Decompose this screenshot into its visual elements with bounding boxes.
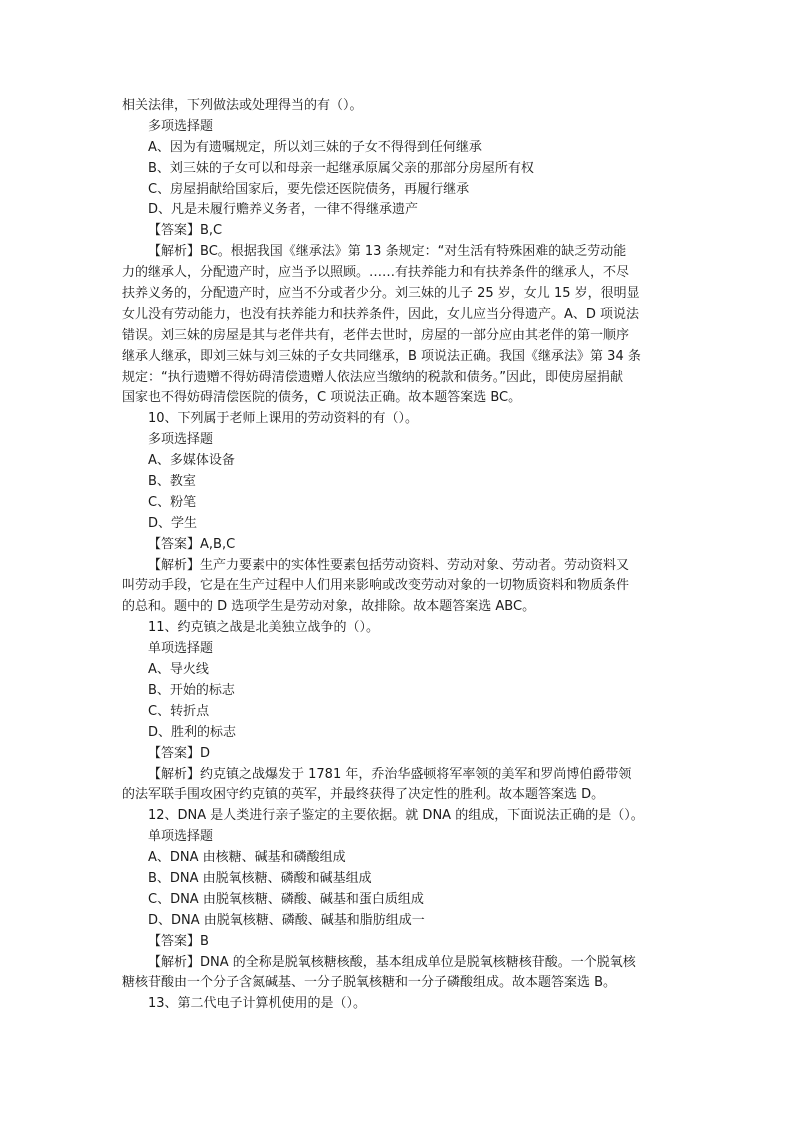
q9-analysis-line: 力的继承人，分配遗产时，应当予以照顾。……有扶养能力和有扶养条件的继承人，不尽	[122, 265, 630, 281]
q12-option-d: D、DNA 由脱氧核糖、磷酸、碱基和脂肪组成一	[148, 912, 425, 928]
q10-option-b: B、教室	[148, 474, 196, 490]
q9-option-b: B、刘三妹的子女可以和母亲一起继承原属父亲的那部分房屋所有权	[148, 160, 534, 176]
q11-type: 单项选择题	[148, 641, 214, 657]
q12-stem: 12、DNA 是人类进行亲子鉴定的主要依据。就 DNA 的组成，下面说法正确的是（）。	[148, 808, 644, 824]
q11-stem: 11、约克镇之战是北美独立战争的（）。	[148, 620, 380, 636]
q9-stem-tail: 相关法律，下列做法或处理得当的有（）。	[122, 98, 363, 113]
q12-option-c: C、DNA 由脱氧核糖、磷酸、碱基和蛋白质组成	[148, 891, 424, 907]
q11-analysis-line: 的法军联手围攻困守约克镇的英军，并最终获得了决定性的胜利。故本题答案选 D。	[122, 787, 605, 803]
q12-option-a: A、DNA 由核糖、碱基和磷酸组成	[148, 850, 346, 866]
q9-analysis-line: 女儿没有劳动能力，也没有扶养能力和扶养条件，因此，女儿应当分得遗产。A、D 项说法	[122, 306, 640, 322]
q11-option-c: C、转折点	[148, 703, 210, 719]
q10-analysis-line: 的总和。题中的 D 选项学生是劳动对象，故排除。故本题答案选 ABC。	[122, 599, 536, 615]
q9-answer: 【答案】B,C	[148, 223, 223, 239]
q10-option-d: D、学生	[148, 515, 198, 531]
q9-analysis-line: 国家也不得妨碍清偿医院的债务，C 项说法正确。故本题答案选 BC。	[122, 390, 522, 406]
q12-type: 单项选择题	[148, 829, 214, 845]
q10-analysis-line: 【解析】生产力要素中的实体性要素包括劳动资料、劳动对象、劳动者。劳动资料又	[148, 557, 630, 573]
q11-answer: 【答案】D	[148, 745, 211, 761]
q12-answer: 【答案】B	[148, 933, 209, 949]
q9-analysis-line: 错误。刘三妹的房屋是其与老伴共有，老伴去世时，房屋的一部分应由其老伴的第一顺序	[122, 327, 630, 343]
q9-type: 多项选择题	[148, 118, 214, 134]
q11-option-a: A、导火线	[148, 662, 209, 678]
q9-analysis-line: 【解析】BC。根据我国《继承法》第 13 条规定：“对生活有特殊困难的缺乏劳动能	[148, 244, 627, 260]
q10-analysis-line: 叫劳动手段，它是在生产过程中人们用来影响或改变劳动对象的一切物质资料和物质条件	[122, 578, 630, 594]
q9-option-a: A、因为有遗嘱规定，所以刘三妹的子女不得得到任何继承	[148, 139, 482, 155]
q11-option-b: B、开始的标志	[148, 682, 235, 698]
q9-option-d: D、凡是未履行赡养义务者，一律不得继承遗产	[148, 202, 419, 218]
q9-option-c: C、房屋捐献给国家后，要先偿还医院债务，再履行继承	[148, 181, 470, 197]
q10-option-c: C、粉笔	[148, 494, 197, 510]
q10-answer: 【答案】A,B,C	[148, 536, 236, 552]
q11-option-d: D、胜利的标志	[148, 724, 237, 740]
q12-option-b: B、DNA 由脱氧核糖、磷酸和碱基组成	[148, 870, 372, 886]
q10-type: 多项选择题	[148, 432, 214, 448]
q10-stem: 10、下列属于老师上课用的劳动资料的有（）。	[148, 411, 419, 427]
q9-analysis-line: 扶养义务的，分配遗产时，应当不分或者少分。刘三妹的儿子 25 岁，女儿 15 岁，很明显	[122, 286, 640, 302]
q9-analysis-line: 规定：“执行遗赠不得妨碍清偿遗赠人依法应当缴纳的税款和债务。”因此，即使房屋捐献	[122, 369, 623, 385]
document-page	[122, 96, 670, 1015]
q13-stem: 13、第二代电子计算机使用的是（）。	[148, 996, 367, 1012]
q12-analysis-line: 糖核苷酸由一个分子含氮碱基、一分子脱氧核糖和一分子磷酸组成。故本题答案选 B。	[122, 975, 617, 991]
q9-analysis-line: 继承人继承，即刘三妹与刘三妹的子女共同继承，B 项说法正确。我国《继承法》第 34 条	[122, 348, 641, 364]
q12-analysis-line: 【解析】DNA 的全称是脱氧核糖核酸，基本组成单位是脱氧核糖核苷酸。一个脱氧核	[148, 954, 636, 970]
q10-option-a: A、多媒体设备	[148, 453, 235, 469]
q11-analysis-line: 【解析】约克镇之战爆发于 1781 年，乔治华盛顿将军率领的美军和罗尚博伯爵带领	[148, 766, 632, 782]
